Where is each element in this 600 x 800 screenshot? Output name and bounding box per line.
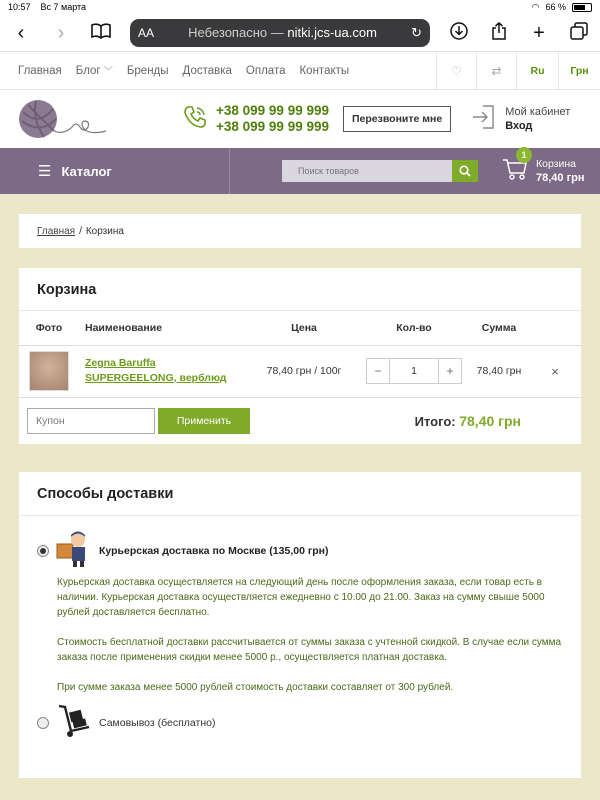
menu-icon: ☰ (38, 163, 52, 180)
site-header (0, 90, 600, 148)
pickup-radio[interactable] (37, 717, 49, 729)
breadcrumb (19, 214, 581, 248)
forward-icon[interactable]: › (57, 21, 65, 44)
qty-decrease-button[interactable]: − (374, 364, 382, 378)
cart-label: Корзина (536, 158, 576, 170)
qty-increase-button[interactable]: + (446, 364, 454, 378)
bookmarks-icon[interactable] (90, 23, 112, 43)
col-sum: Сумма (469, 311, 529, 345)
login-icon (471, 104, 495, 135)
compare-shuffle-icon[interactable]: ⇄ (476, 52, 516, 89)
site-logo[interactable] (18, 97, 108, 141)
courier-option-title: Курьерская доставка по Москве (135,00 грн) (99, 545, 329, 557)
delivery-section (19, 472, 581, 778)
col-name: Наименование (79, 311, 249, 345)
courier-desc-p3: При сумме заказа менее 5000 рублей стоимость доставки составляет от 300 рублей. (57, 681, 454, 693)
phone-block (182, 103, 329, 135)
callback-button[interactable]: Перезвоните мне (343, 106, 451, 132)
delivery-title: Способы доставки (19, 472, 581, 516)
order-total (415, 413, 521, 429)
catalog-button[interactable] (0, 148, 230, 194)
cart-total: 78,40 грн (536, 172, 585, 184)
login-link[interactable]: Вход (505, 120, 533, 132)
product-sum: 78,40 грн (469, 345, 529, 397)
currency-switch[interactable]: Грн (558, 52, 600, 89)
wifi-icon: ◠ (531, 1, 540, 12)
search-form (282, 160, 478, 182)
status-time: 10:57 (8, 2, 31, 12)
product-image[interactable] (29, 351, 69, 391)
col-photo: Фото (19, 311, 79, 345)
col-qty: Кол-во (359, 311, 469, 345)
catalog-label: Каталог (61, 163, 112, 179)
url-text: Небезопасно — nitki.jcs-ua.com (188, 25, 377, 40)
top-navigation (0, 52, 600, 90)
address-bar[interactable] (130, 19, 430, 47)
courier-desc-p1: Курьерская доставка осуществляется на следующий день после оформления заказа, если товар есть в наличии. Курьерская доставка осуществляется ежедневно с 10.00 до 21.00. Заказ на сумму свыше 5000 рублей доставляется бесплатно. (57, 576, 545, 618)
phone-number-2[interactable]: +38 099 99 99 999 (216, 119, 329, 134)
table-row (19, 345, 581, 397)
cart-section (19, 268, 581, 444)
courier-radio[interactable] (37, 545, 49, 557)
nav-link-blog[interactable]: Блог ﹀ (75, 65, 113, 77)
delivery-option-courier[interactable] (19, 530, 581, 573)
product-price: 78,40 грн / 100г (249, 345, 359, 397)
cart-table-header (19, 311, 581, 345)
total-label: Итого: (414, 413, 456, 429)
cart-footer (19, 398, 581, 444)
battery-icon (572, 3, 592, 12)
remove-item-button[interactable]: × (551, 363, 559, 379)
new-tab-icon[interactable]: + (533, 21, 545, 44)
share-icon[interactable] (488, 22, 510, 44)
header-cart[interactable] (502, 149, 585, 186)
browser-toolbar (0, 14, 600, 52)
language-switch[interactable]: Ru (516, 52, 558, 89)
wishlist-heart-icon[interactable]: ♡ (436, 52, 476, 89)
reader-aa-button[interactable]: AA (138, 25, 155, 40)
breadcrumb-current: Корзина (85, 225, 124, 237)
battery-label: 66 % (545, 2, 566, 12)
account-title: Мой кабинет (505, 106, 571, 118)
phone-icon (182, 104, 208, 135)
back-icon[interactable]: ‹ (17, 21, 25, 44)
breadcrumb-separator: / (79, 225, 82, 237)
cart-table (19, 311, 581, 398)
courier-desc-p2: Стоимость бесплатной доставки рассчитывается от суммы заказа с учтенной скидкой. В случае если сумма заказа после применения скидки менее 5000 р., осуществляется платная доставка. (57, 636, 562, 663)
nav-link-home[interactable]: Главная (18, 64, 62, 77)
product-name-link[interactable]: Zegna Baruffa SUPERGEELONG, верблюд (85, 357, 227, 384)
nav-link-delivery[interactable]: Доставка (182, 64, 232, 77)
phone-number-1[interactable]: +38 099 99 99 999 (216, 103, 329, 118)
nav-link-brands[interactable]: Бренды (126, 64, 169, 77)
reload-icon[interactable]: ↻ (411, 24, 422, 40)
nav-link-payment[interactable]: Оплата (245, 64, 286, 77)
coupon-input[interactable]: Купон (27, 408, 155, 434)
col-price: Цена (249, 311, 359, 345)
cart-count-badge: 1 (516, 147, 532, 163)
chevron-down-icon: ﹀ (103, 66, 113, 76)
search-button[interactable] (452, 160, 478, 182)
breadcrumb-home[interactable]: Главная (37, 225, 76, 237)
search-input[interactable] (282, 160, 452, 182)
delivery-option-pickup[interactable] (19, 703, 581, 744)
ios-status-bar (0, 0, 600, 14)
account-block[interactable] (471, 104, 570, 135)
pickup-option-title: Самовывоз (бесплатно) (99, 717, 216, 729)
status-date: Вс 7 марта (40, 2, 87, 12)
search-icon (459, 165, 471, 177)
catalog-bar (0, 148, 600, 194)
nav-link-contacts[interactable]: Контакты (299, 64, 350, 77)
hand-truck-icon (55, 703, 91, 744)
download-icon[interactable] (448, 22, 470, 44)
total-value: 78,40 грн (459, 412, 521, 429)
col-remove (529, 311, 581, 345)
apply-coupon-button[interactable]: Применить (158, 408, 250, 434)
quantity-stepper (366, 358, 462, 384)
tabs-icon[interactable] (568, 22, 590, 44)
cart-title: Корзина (19, 268, 581, 311)
courier-description (19, 573, 581, 695)
qty-input[interactable]: 1 (389, 359, 439, 383)
courier-icon (55, 530, 91, 573)
